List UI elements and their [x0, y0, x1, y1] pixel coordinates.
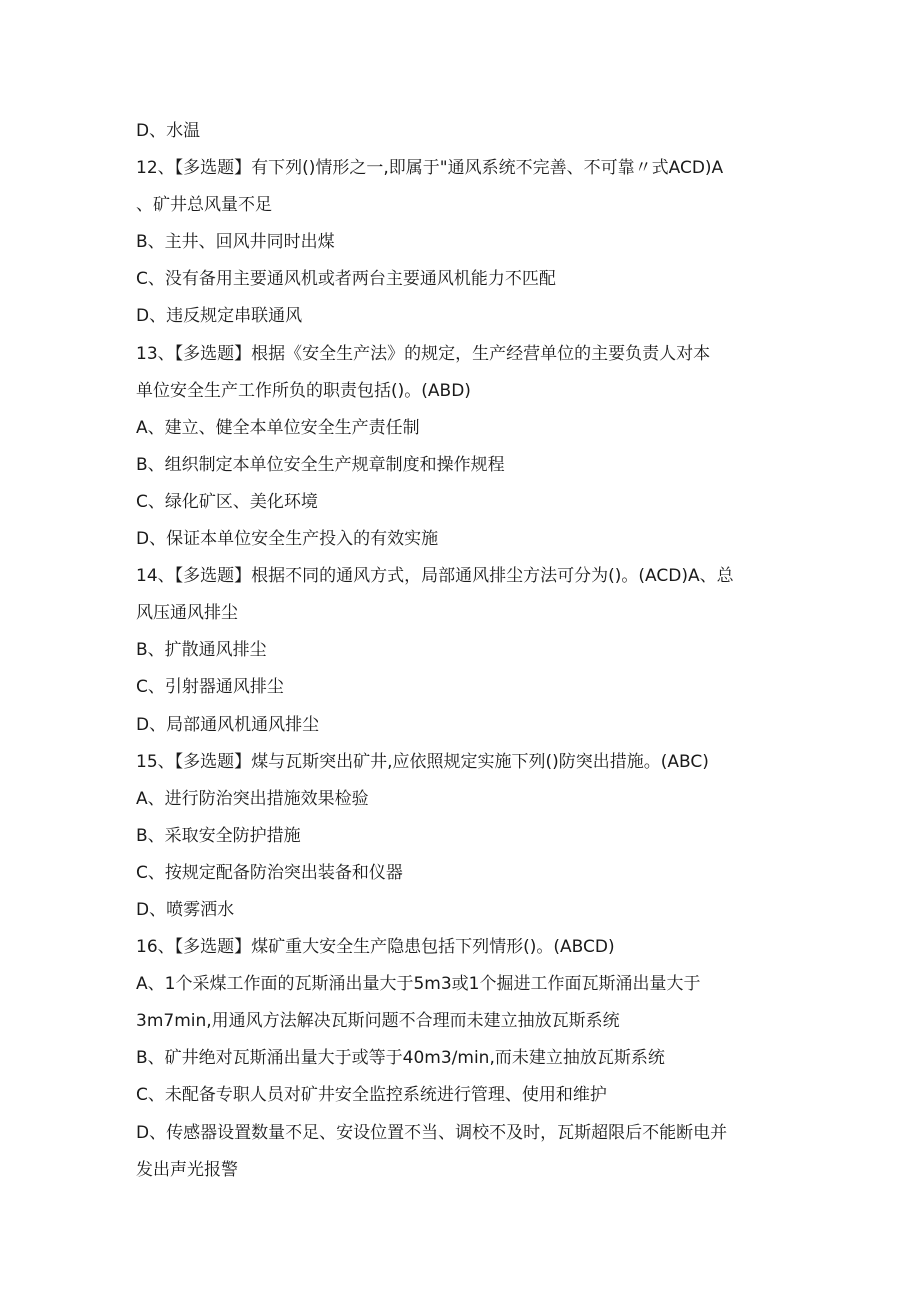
text-line: 15、【多选题】煤与瓦斯突出矿井,应依照规定实施下列()防突出措施。(ABC)	[136, 751, 709, 772]
text-line: 12、【多选题】有下列()情形之一,即属于"通风系统不完善、不可靠〃式ACD)A	[136, 158, 724, 179]
text-line: 16、【多选题】煤矿重大安全生产隐患包括下列情形()。(ABCD)	[136, 937, 615, 958]
text-line: 单位安全生产工作所负的职责包括()。(ABD)	[136, 380, 471, 401]
text-line: 13、【多选题】根据《安全生产法》的规定，生产经营单位的主要负责人对本	[136, 343, 711, 364]
text-line: 风压通风排尘	[136, 603, 238, 624]
text-line: C、未配备专职人员对矿井安全监控系统进行管理、使用和维护	[136, 1085, 607, 1106]
text-line: D、喷雾洒水	[136, 899, 235, 920]
text-line: D、违反规定串联通风	[136, 306, 303, 327]
text-line: C、绿化矿区、美化环境	[136, 491, 318, 512]
text-line: D、水温	[136, 121, 201, 141]
text-line: 、矿井总风量不足	[136, 195, 272, 216]
text-line: B、采取安全防护措施	[136, 825, 301, 846]
text-line: A、建立、健全本单位安全生产责任制	[136, 417, 420, 438]
text-line: C、引射器通风排尘	[136, 677, 284, 698]
question-text-block	[136, 113, 796, 1189]
text-line: B、组织制定本单位安全生产规章制度和操作规程	[136, 454, 505, 475]
text-line: B、矿井绝对瓦斯涌出量大于或等于40m3∕min,而未建立抽放瓦斯系统	[136, 1048, 665, 1069]
text-line: D、保证本单位安全生产投入的有效实施	[136, 529, 439, 550]
text-line: A、1个采煤工作面的瓦斯涌出量大于5m3或1个掘进工作面瓦斯涌出量大于	[136, 974, 701, 995]
text-line: D、局部通风机通风排尘	[136, 714, 320, 735]
text-line: A、进行防治突出措施效果检验	[136, 788, 369, 809]
text-line: B、扩散通风排尘	[136, 640, 267, 661]
text-line: 发出声光报警	[136, 1159, 238, 1180]
text-line: 14、【多选题】根据不同的通风方式，局部通风排尘方法可分为()。(ACD)A、总	[136, 566, 734, 587]
text-line: C、没有备用主要通风机或者两台主要通风机能力不匹配	[136, 269, 556, 290]
text-line: 3m7min,用通风方法解决瓦斯问题不合理而未建立抽放瓦斯系统	[136, 1011, 620, 1032]
text-line: C、按规定配备防治突出装备和仪器	[136, 862, 403, 883]
text-line: D、传感器设置数量不足、安设位置不当、调校不及时，瓦斯超限后不能断电并	[136, 1122, 728, 1143]
text-line: B、主井、回风井同时出煤	[136, 232, 335, 253]
